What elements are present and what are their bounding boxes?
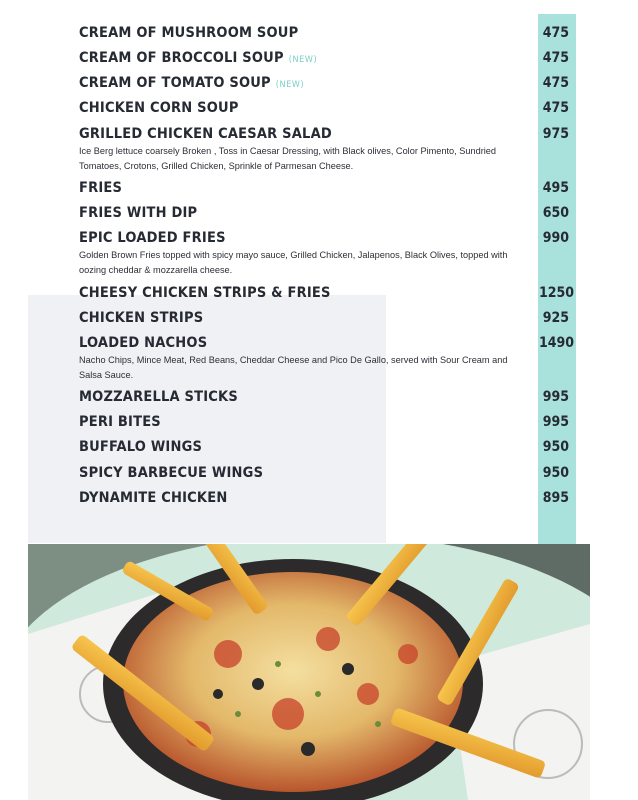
- new-badge: (NEW): [275, 80, 305, 90]
- item-price: 895: [542, 490, 569, 506]
- item-name: BUFFALO WINGS: [79, 439, 203, 455]
- item-name: FRIES WITH DIP: [79, 205, 198, 221]
- item-price: 995: [542, 389, 569, 405]
- item-price: 495: [542, 180, 569, 196]
- item-price: 975: [542, 126, 569, 142]
- item-name: MOZZARELLA STICKS: [79, 389, 238, 405]
- item-price: 475: [542, 25, 569, 41]
- item-name: LOADED NACHOS: [79, 335, 208, 351]
- item-description: Nacho Chips, Mince Meat, Red Beans, Cheddar Cheese and Pico De Gallo, served with Sour Cream and Salsa Sauce.: [79, 355, 508, 380]
- item-price: 475: [542, 75, 569, 91]
- item-description: Golden Brown Fries topped with spicy mayo sauce, Grilled Chicken, Jalapenos, Black Olives, topped with oozing cheddar & mozzarella cheese.: [79, 250, 508, 275]
- item-name: CREAM OF MUSHROOM SOUP: [79, 25, 299, 41]
- menu-item: [79, 75, 569, 91]
- item-price: 650: [542, 205, 569, 221]
- item-price: 475: [542, 100, 569, 116]
- item-name: CHICKEN STRIPS: [79, 310, 204, 326]
- menu-item: [79, 439, 569, 455]
- food-illustration: [28, 544, 590, 800]
- new-badge: (NEW): [288, 55, 318, 65]
- item-name: PERI BITES: [79, 414, 161, 430]
- item-price: 1490: [539, 335, 575, 351]
- item-name: CREAM OF TOMATO SOUP: [79, 75, 271, 91]
- menu-item: [79, 414, 569, 430]
- loaded-fries-photo: [28, 544, 590, 800]
- menu-item: [79, 230, 569, 278]
- menu-item: [79, 389, 569, 405]
- item-name: GRILLED CHICKEN CAESAR SALAD: [79, 126, 332, 142]
- menu-item: [79, 310, 569, 326]
- item-price: 995: [542, 414, 569, 430]
- item-price: 950: [542, 439, 569, 455]
- item-price: 925: [542, 310, 569, 326]
- menu-item: [79, 180, 569, 196]
- menu-item: [79, 126, 569, 174]
- item-name: SPICY BARBECUE WINGS: [79, 465, 264, 481]
- menu-item: [79, 490, 569, 506]
- menu-item: [79, 465, 569, 481]
- item-price: 1250: [539, 285, 575, 301]
- menu-item: [79, 50, 569, 66]
- item-price: 475: [542, 50, 569, 66]
- menu-item: [79, 205, 569, 221]
- menu-item: [79, 25, 569, 41]
- item-name: EPIC LOADED FRIES: [79, 230, 226, 246]
- item-name: DYNAMITE CHICKEN: [79, 490, 228, 506]
- item-name: CHICKEN CORN SOUP: [79, 100, 239, 116]
- menu-item: [79, 100, 569, 116]
- item-name: FRIES: [79, 180, 123, 196]
- menu-item: [79, 335, 575, 383]
- item-name: CREAM OF BROCCOLI SOUP: [79, 50, 284, 66]
- item-description: Ice Berg lettuce coarsely Broken , Toss in Caesar Dressing, with Black olives, Color Pimento, Sundried Tomatoes, Crotons, Grilled Chicken, Sprinkle of Parmesan Cheese.: [79, 146, 497, 171]
- menu-item: [79, 285, 575, 301]
- item-name: CHEESY CHICKEN STRIPS & FRIES: [79, 285, 331, 301]
- item-price: 950: [542, 465, 569, 481]
- item-price: 990: [542, 230, 569, 246]
